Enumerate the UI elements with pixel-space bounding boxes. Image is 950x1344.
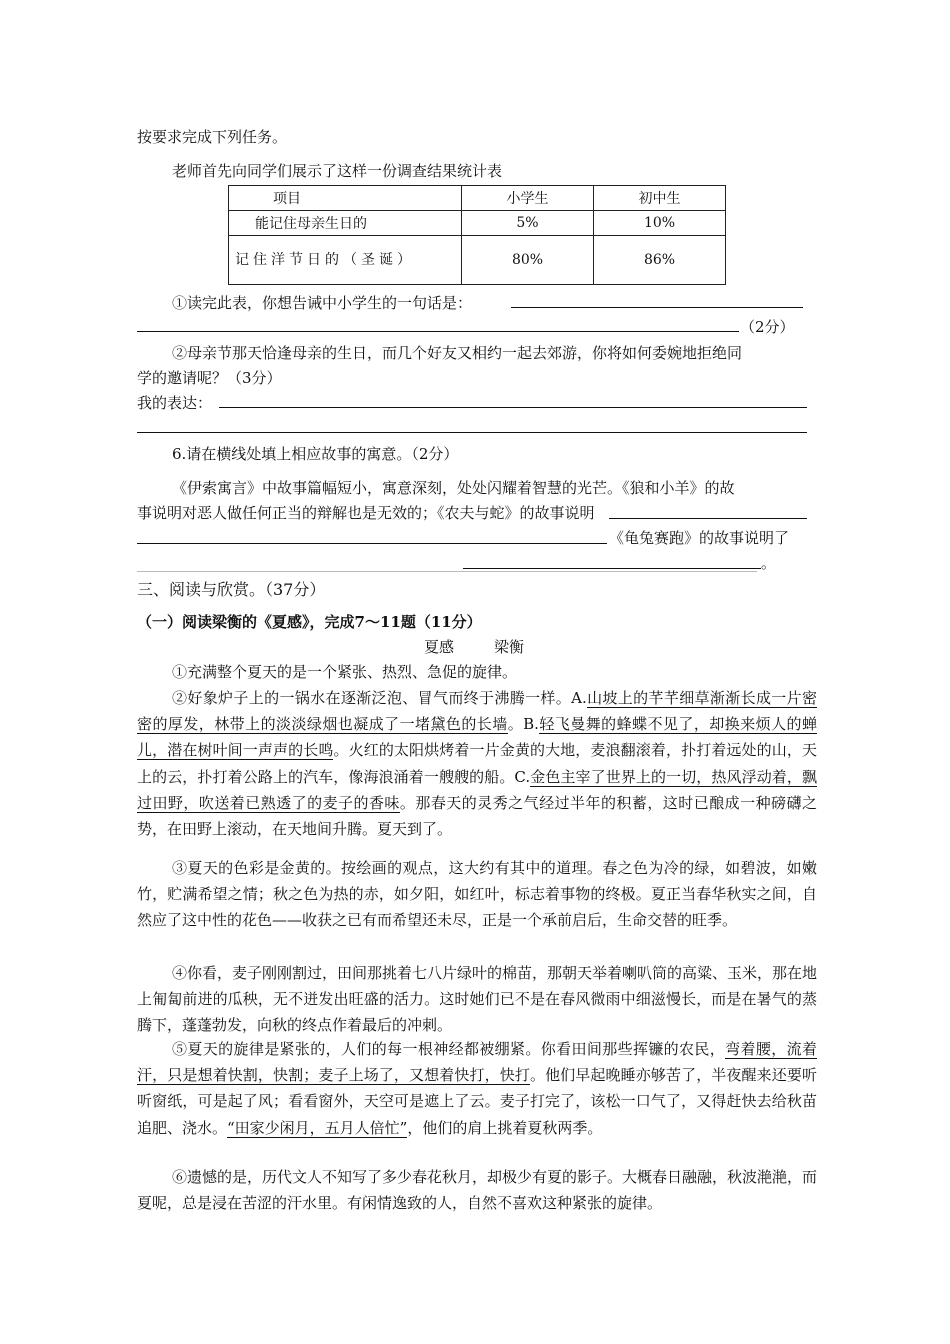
paragraph-text: 。火红的太阳烘烤着一片金黄的大地，麦浪翻滚着，扑打着远处的山，天上的云，扑打着公路上的汽车，像海浪涌着一艘艘的船。C. bbox=[137, 741, 817, 786]
question-6: 6.请在横线处填上相应故事的寓意。（2分） bbox=[172, 445, 459, 463]
answer-line[interactable] bbox=[463, 568, 761, 569]
paragraph-text: 。那春天的灵秀之气经过半年的积蓄，这时已酿成一种磅礴之势，在田野上滚动，在天地间升腾。夏天到了。 bbox=[137, 793, 817, 839]
paragraph-6: ⑥遗憾的是，历代文人不知写了多少春花秋月，却极少有夏的影子。大概春日融融，秋波滟滟，而夏呢，总是浸在苦涩的汗水里。有闲情逸致的人，自然不喜欢这种紧张的旋律。 bbox=[137, 1168, 818, 1213]
paragraph-text: 。他们早起晚睡亦够苦了，半夜醒来还要听听窗纸，可是起了风；看看窗外，天空可是遮上了云。麦子打完了，该松一口气了，又得赶快去给秋苗追肥、浇水。 bbox=[137, 1066, 817, 1137]
underlined-quote: “田家少闲月，五月人倍忙” bbox=[227, 1118, 408, 1137]
table-header: 小学生 bbox=[462, 186, 594, 211]
table-header-row bbox=[229, 186, 726, 211]
table-cell: 能记住母亲生日的 bbox=[229, 211, 462, 236]
paragraph-text: ⑤夏天的旋律是紧张的，人们的每一根神经都被绷紧。你看田间那些挥镰的农民， bbox=[172, 1040, 726, 1058]
section-heading: 三、阅读与欣赏。（37分） bbox=[137, 580, 326, 599]
table-row bbox=[229, 211, 726, 236]
answer-line[interactable] bbox=[137, 543, 607, 544]
table-cell: 80% bbox=[462, 236, 594, 285]
article-title: 夏感 bbox=[424, 638, 455, 656]
answer-line[interactable] bbox=[219, 407, 807, 408]
paragraph-text: ②好象炉子上的一锅水在逐渐泛泡、冒气而终于沸腾一样。A. bbox=[172, 689, 587, 707]
paragraph-1: ①充满整个夏天的是一个紧张、热烈、急促的旋律。 bbox=[172, 663, 518, 681]
table-header: 项目 bbox=[229, 186, 462, 211]
table-cell: 记住洋节日的（圣诞） bbox=[229, 236, 462, 285]
answer-line[interactable] bbox=[137, 331, 739, 332]
paragraph-text: ，他们的肩上挑着夏秋两季。 bbox=[407, 1118, 603, 1137]
underlined-phrase: 弯着腰，流着汗，只是想着快割，快割；麦子上场了，又想着快打，快打 bbox=[137, 1040, 817, 1085]
question-2-cont: 学的邀请呢？（3分） bbox=[137, 369, 282, 387]
article-author: 梁衡 bbox=[494, 638, 525, 656]
table-row bbox=[229, 236, 726, 285]
score-label: （2分） bbox=[740, 318, 795, 336]
paragraph-2 bbox=[137, 685, 817, 842]
fable-text: 《龟兔赛跑》的故事说明了 bbox=[609, 529, 790, 547]
question-1: ①读完此表，你想告诫中小学生的一句话是： bbox=[172, 294, 473, 312]
answer-line[interactable] bbox=[511, 307, 803, 308]
table-cell: 10% bbox=[594, 211, 726, 236]
table-cell: 5% bbox=[462, 211, 594, 236]
paragraph-5 bbox=[137, 1036, 817, 1141]
underlined-sentence-b: 轻飞曼舞的蜂蝶不见了，却换来烦人的蝉儿，潜在树叶间一声声的长鸣 bbox=[137, 715, 817, 760]
paragraph-4: ④你看，麦子刚刚割过，田间那挑着七八片绿叶的棉苗，那朝天举着喇叭筒的高粱、玉米，那在地上匍匐前进的瓜秧，无不迸发出旺盛的活力。这时她们已不是在春风微雨中细滋慢长，而是在暑气的蒸腾下，蓬蓬勃发，向秋的终点作着最后的冲刺。 bbox=[137, 964, 818, 1035]
survey-table bbox=[228, 185, 726, 285]
my-expression-label: 我的表达： bbox=[137, 394, 213, 412]
table-caption: 老师首先向同学们展示了这样一份调查结果统计表 bbox=[172, 162, 503, 180]
fable-text-end: 。 bbox=[761, 554, 777, 572]
question-2: ②母亲节那天恰逢母亲的生日，而几个好友又相约一起去郊游，你将如何委婉地拒绝同 bbox=[172, 344, 743, 362]
underlined-sentence-a: 山坡上的芊芊细草渐渐长成一片密密的厚发，林带上的淡淡绿烟也凝成了一堵黛色的长墙 bbox=[137, 689, 817, 734]
sub-section-heading: （一）阅读梁衡的《夏感》，完成7～11题（11分） bbox=[137, 613, 482, 631]
table-header: 初中生 bbox=[594, 186, 726, 211]
fable-text: 事说明对恶人做任何正当的辩解也是无效的；《农夫与蛇》的故事说明 bbox=[137, 504, 595, 522]
paragraph-3: ③夏天的色彩是金黄的。按绘画的观点，这大约有其中的道理。春之色为冷的绿，如碧波，如嫩竹，贮满希望之情；秋之色为热的赤，如夕阳，如红叶，标志着事物的终极。夏正当春华秋实之间，自然应了这中性的花色——收获之已有而希望还未尽，正是一个承前启后，生命交替的旺季。 bbox=[137, 859, 817, 930]
intro-text: 按要求完成下列任务。 bbox=[137, 128, 288, 146]
table-cell: 86% bbox=[594, 236, 726, 285]
answer-line[interactable] bbox=[609, 518, 807, 519]
underlined-sentence-c: 金色主宰了世界上的一切，热风浮动着，飘过田野，吹送着已熟透了的麦子的香味 bbox=[137, 767, 817, 812]
paragraph-text: 。B. bbox=[507, 715, 539, 734]
answer-line[interactable] bbox=[137, 432, 807, 433]
fable-text: 《伊索寓言》中故事篇幅短小，寓意深刻，处处闪耀着智慧的光芒。《狼和小羊》的故 bbox=[172, 479, 735, 497]
divider bbox=[137, 571, 757, 572]
